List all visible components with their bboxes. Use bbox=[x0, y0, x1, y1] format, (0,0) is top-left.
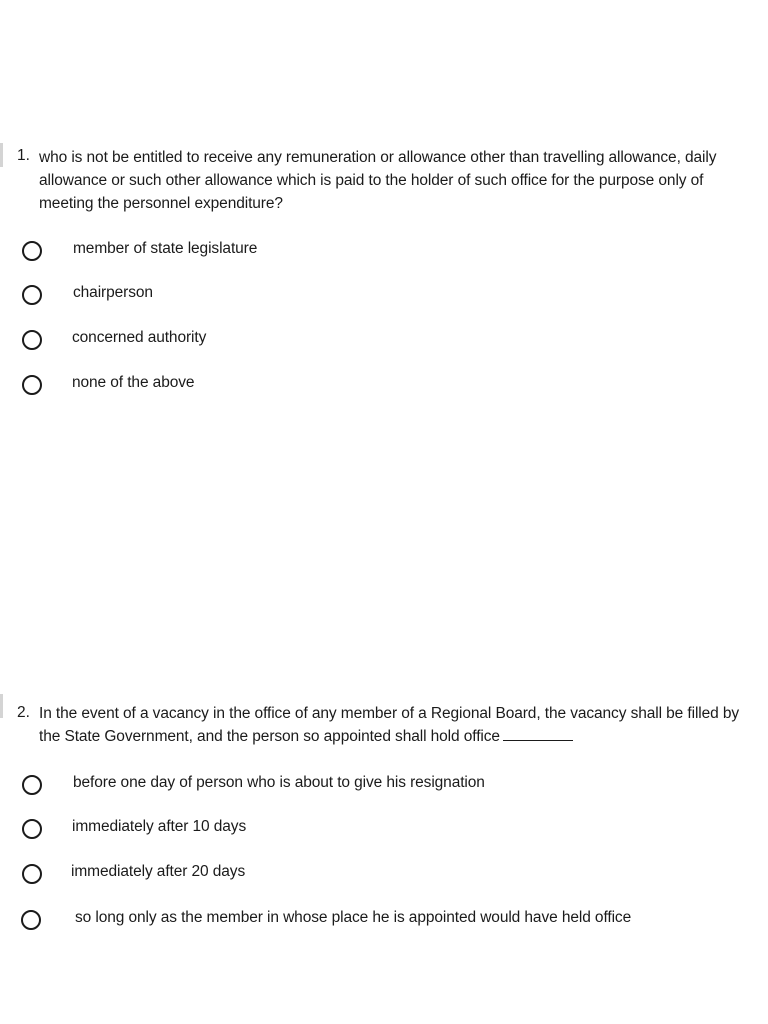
radio-button-unchecked-icon[interactable] bbox=[22, 375, 42, 395]
question-2-option-2[interactable] bbox=[0, 815, 768, 845]
question-2-text bbox=[39, 702, 761, 748]
option-label: member of state legislature bbox=[73, 240, 258, 257]
radio-button-unchecked-icon[interactable] bbox=[22, 775, 42, 795]
radio-button-unchecked-icon[interactable] bbox=[22, 330, 42, 350]
question-1-option-2[interactable] bbox=[0, 281, 768, 311]
option-label: concerned authority bbox=[72, 329, 207, 346]
question-2-option-4[interactable] bbox=[0, 906, 768, 936]
option-label: immediately after 10 days bbox=[72, 818, 247, 835]
option-label: before one day of person who is about to give his resignation bbox=[73, 774, 485, 791]
option-label: chairperson bbox=[73, 284, 153, 301]
radio-button-unchecked-icon[interactable] bbox=[21, 910, 41, 930]
radio-button-unchecked-icon[interactable] bbox=[22, 864, 42, 884]
question-2-option-3[interactable] bbox=[0, 860, 768, 890]
answer-blank-line bbox=[503, 726, 573, 741]
question-1-text: who is not be entitled to receive any remuneration or allowance other than travelling allowance, daily allowance or such other allowance which is paid to the holder of such office for the purpose only of meeting the personnel expenditure? bbox=[39, 149, 717, 212]
radio-button-unchecked-icon[interactable] bbox=[22, 819, 42, 839]
question-2-marker-bar bbox=[0, 694, 3, 718]
question-1-option-4[interactable] bbox=[0, 371, 768, 401]
radio-button-unchecked-icon[interactable] bbox=[22, 241, 42, 261]
question-1-number: 1. bbox=[17, 147, 30, 164]
question-2-number: 2. bbox=[17, 704, 30, 721]
question-1-option-3[interactable] bbox=[0, 326, 768, 356]
question-1-marker-bar bbox=[0, 143, 3, 167]
question-2-option-1[interactable] bbox=[0, 771, 768, 801]
radio-button-unchecked-icon[interactable] bbox=[22, 285, 42, 305]
option-label: none of the above bbox=[72, 374, 195, 391]
question-2-text-content: In the event of a vacancy in the office of any member of a Regional Board, the vacancy shall be filled by the State Government, and the person so appointed shall hold office bbox=[39, 705, 740, 745]
option-label: immediately after 20 days bbox=[71, 863, 246, 880]
option-label: so long only as the member in whose place he is appointed would have held office bbox=[75, 909, 632, 926]
question-1-option-1[interactable] bbox=[0, 237, 768, 267]
